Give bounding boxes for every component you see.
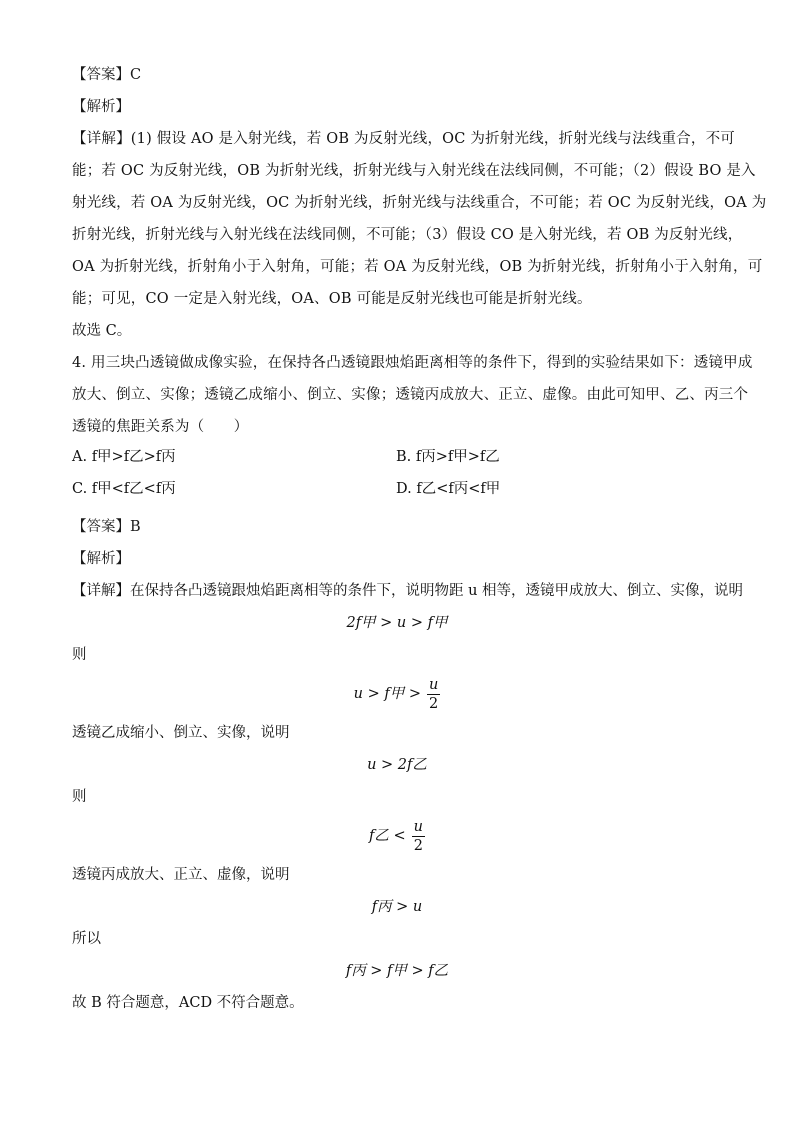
then-2: 则 bbox=[72, 789, 87, 805]
option-b: B. f丙>f甲>f乙 bbox=[396, 449, 500, 465]
q3-detail-line: OA 为折射光线，折射角小于入射角，可能；若 OA 为反射光线，OB 为折射光线，折射角小于入射角，可 bbox=[72, 259, 763, 275]
formula-4-fraction bbox=[412, 818, 425, 855]
formula-6: f丙 > f甲 > f乙 bbox=[345, 963, 449, 979]
q4-options bbox=[72, 444, 722, 508]
q3-detail-line: 折射光线，折射光线与入射光线在法线同侧，不可能；（3）假设 CO 是入射光线，若 OB 为反射光线， bbox=[72, 227, 743, 243]
then-1: 则 bbox=[72, 647, 87, 663]
lens-b-text: 透镜乙成缩小、倒立、实像，说明 bbox=[72, 725, 290, 741]
lens-c-text: 透镜丙成放大、正立、虚像，说明 bbox=[72, 867, 290, 883]
formula-4 bbox=[72, 810, 722, 862]
document-page bbox=[72, 62, 767, 1016]
formula-4-numerator: u bbox=[413, 818, 423, 835]
q3-detail-line: 射光线，若 OA 为反射光线，OC 为折射光线，折射光线与法线重合，不可能；若 OC 为反射光线，OA 为 bbox=[72, 195, 767, 211]
q4-answer: 【答案】B bbox=[72, 519, 141, 535]
formula-2-left: u > f甲 > bbox=[353, 686, 421, 702]
formula-2 bbox=[72, 668, 722, 720]
option-d: D. f乙<f丙<f甲 bbox=[396, 481, 501, 497]
formula-2-numerator: u bbox=[429, 676, 439, 693]
formula-4-left: f乙 < bbox=[369, 828, 406, 844]
option-a: A. f甲>f乙>f丙 bbox=[72, 449, 176, 465]
q4-detail: 【详解】在保持各凸透镜跟烛焰距离相等的条件下，说明物距 u 相等，透镜甲成放大、倒立、实像，说明 bbox=[72, 583, 744, 599]
formula-1: 2f甲 > u > f甲 bbox=[346, 615, 448, 631]
formula-3: u > 2f乙 bbox=[367, 757, 427, 773]
final-conclusion: 故 B 符合题意，ACD 不符合题意。 bbox=[72, 995, 304, 1011]
formula-5: f丙 > u bbox=[371, 899, 423, 915]
q3-detail-line: 能；若 OC 为反射光线，OB 为折射光线，折射光线与入射光线在法线同侧，不可能；（2）假设 BO 是入 bbox=[72, 163, 756, 179]
q4-analysis-heading: 【解析】 bbox=[72, 551, 130, 567]
q3-detail-line: 能；可见，CO 一定是入射光线，OA、OB 可能是反射光线也可能是折射光线。 bbox=[72, 291, 592, 307]
so-text: 所以 bbox=[72, 931, 101, 947]
q4-stem bbox=[72, 350, 753, 440]
formula-4-denominator: 2 bbox=[413, 837, 423, 854]
q3-answer: 【答案】C bbox=[72, 67, 142, 83]
option-c: C. f甲<f乙<f丙 bbox=[72, 481, 176, 497]
formula-2-fraction bbox=[427, 676, 440, 713]
q3-analysis-heading: 【解析】 bbox=[72, 99, 130, 115]
q3-detail bbox=[72, 126, 767, 312]
formula-2-denominator: 2 bbox=[429, 695, 439, 712]
q3-conclusion: 故选 C。 bbox=[72, 323, 132, 339]
q3-detail-line: 【详解】(1) 假设 AO 是入射光线，若 OB 为反射光线，OC 为折射光线，折射光线与法线重合，不可 bbox=[72, 131, 735, 147]
q4-stem-line: 放大、倒立、实像；透镜乙成缩小、倒立、实像；透镜丙成放大、正立、虚像。由此可知甲、乙、丙三个 bbox=[72, 387, 749, 403]
q4-stem-line: 4. 用三块凸透镜做成像实验，在保持各凸透镜跟烛焰距离相等的条件下，得到的实验结果如下：透镜甲成 bbox=[72, 355, 753, 371]
q4-stem-line: 透镜的焦距关系为（ ） bbox=[72, 419, 249, 435]
